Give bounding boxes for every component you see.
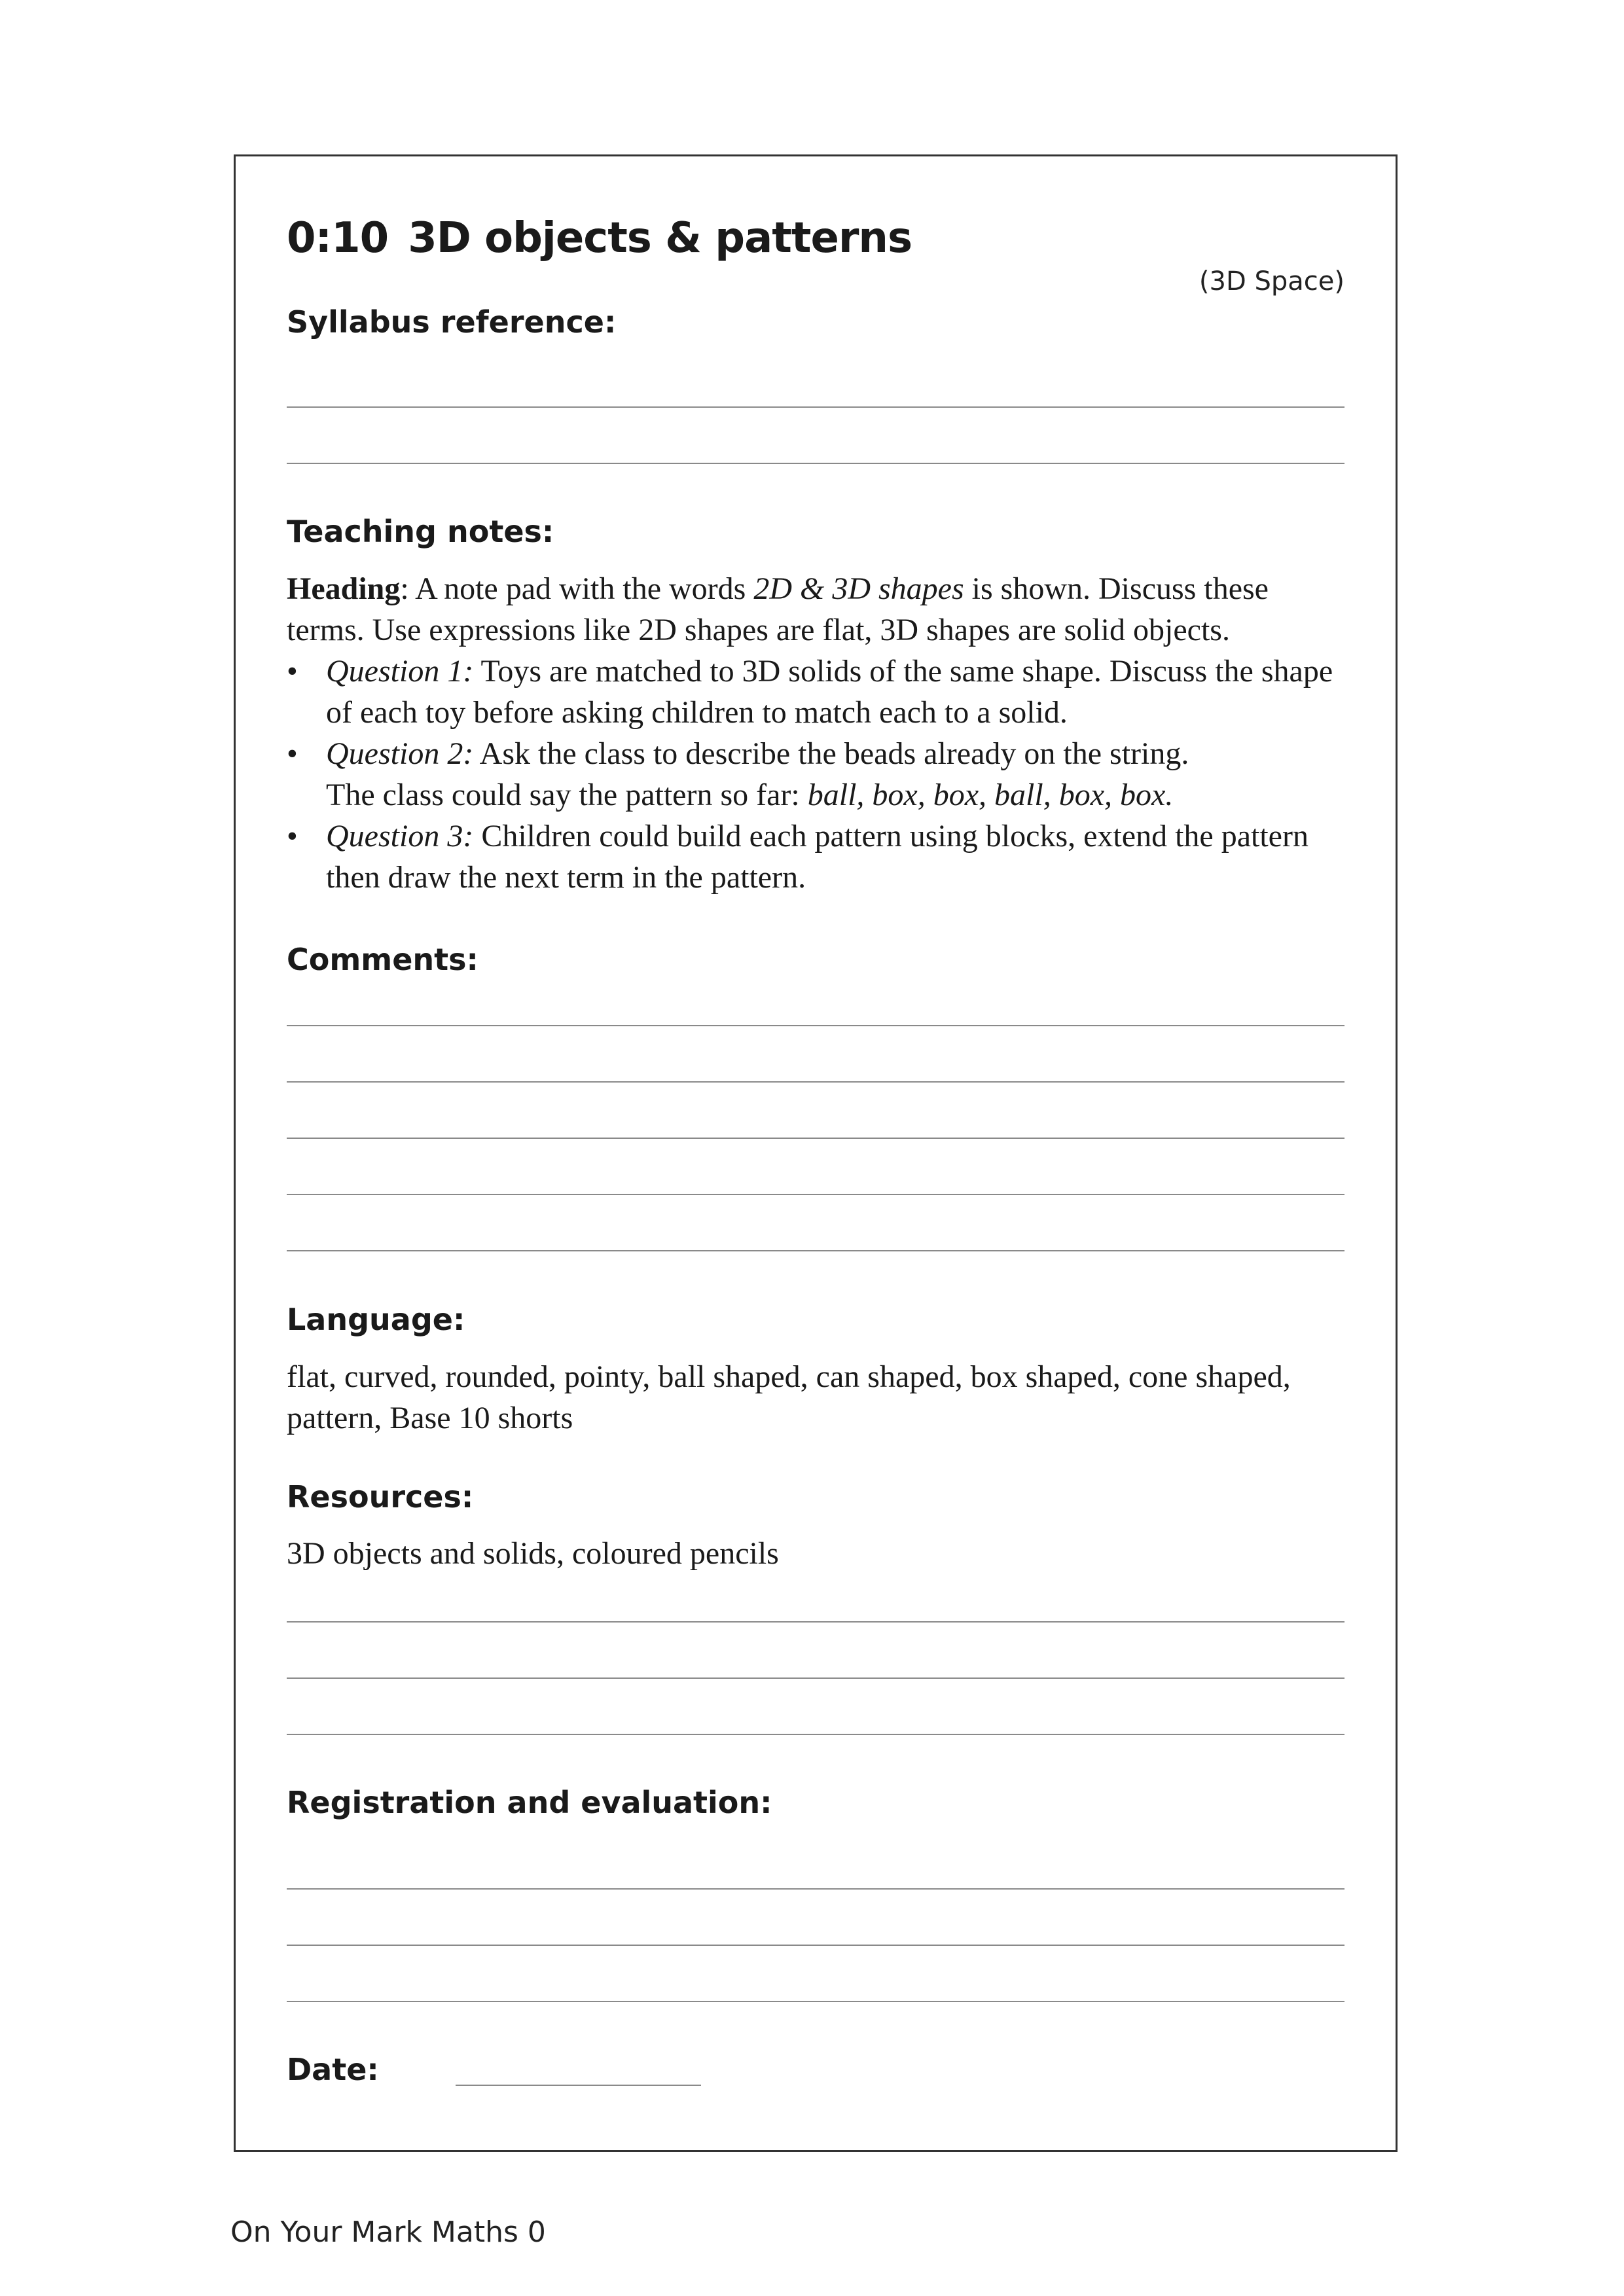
syllabus-heading: Syllabus reference:: [287, 304, 617, 340]
comments-line-1[interactable]: [287, 1025, 1344, 1026]
heading-note-emphasis: 2D & 3D shapes: [753, 571, 964, 606]
question-2-label: Question 2:: [326, 736, 474, 771]
lesson-code: 0:10: [287, 214, 389, 262]
language-heading: Language:: [287, 1302, 465, 1337]
syllabus-line-1[interactable]: [287, 406, 1344, 408]
heading-note-text-a: : A note pad with the words: [400, 571, 754, 606]
lesson-title: 3D objects & patterns: [408, 214, 912, 262]
comments-line-3[interactable]: [287, 1138, 1344, 1139]
resources-text: 3D objects and solids, coloured pencils: [287, 1536, 779, 1571]
question-2-note: [287, 733, 1344, 816]
resources-line-2[interactable]: [287, 1677, 1344, 1679]
language-text: flat, curved, rounded, pointy, ball shaped, can shaped, box shaped, cone shaped, pattern, Base 10 shorts: [287, 1359, 1291, 1435]
question-1-note: [287, 651, 1344, 733]
date-heading: Date:: [287, 2052, 379, 2087]
strand-label: (3D Space): [1199, 266, 1344, 296]
question-3-note: [287, 816, 1344, 898]
syllabus-line-2[interactable]: [287, 463, 1344, 464]
comments-line-4[interactable]: [287, 1194, 1344, 1195]
registration-line-3[interactable]: [287, 2001, 1344, 2002]
comments-heading: Comments:: [287, 942, 478, 977]
question-2-text: Ask the class to describe the beads already on the string.: [473, 736, 1189, 771]
resources-line-3[interactable]: [287, 1734, 1344, 1735]
question-2-pattern: ball, box, box, ball, box, box.: [807, 778, 1174, 812]
page-title: [287, 214, 912, 262]
question-2-text-2: The class could say the pattern so far:: [326, 778, 808, 812]
comments-line-2[interactable]: [287, 1081, 1344, 1083]
registration-heading: Registration and evaluation:: [287, 1785, 772, 1820]
heading-note-text-b: is shown. Discuss these terms. Use expressions like 2D shapes are flat, 3D shapes are solid objects.: [287, 571, 1269, 647]
question-3-label: Question 3:: [326, 819, 474, 853]
resources-heading: Resources:: [287, 1479, 474, 1515]
teaching-notes-heading: Teaching notes:: [287, 514, 554, 549]
question-1-text: Toys are matched to 3D solids of the same shape. Discuss the shape of each toy before asking children to match each to a solid.: [326, 654, 1333, 730]
worksheet-frame: [234, 154, 1398, 2152]
question-3-text: Children could build each pattern using blocks, extend the pattern then draw the next term in the pattern.: [326, 819, 1308, 895]
registration-line-2[interactable]: [287, 1945, 1344, 1946]
question-1-label: Question 1:: [326, 654, 474, 689]
heading-note-label: Heading: [287, 571, 401, 606]
comments-line-5[interactable]: [287, 1250, 1344, 1251]
heading-note: [287, 568, 1344, 651]
date-line[interactable]: [456, 2085, 701, 2086]
teaching-notes-body: [287, 568, 1344, 898]
resources-line-1[interactable]: [287, 1621, 1344, 1623]
footer-text: On Your Mark Maths 0: [230, 2215, 546, 2249]
registration-line-1[interactable]: [287, 1888, 1344, 1890]
question-notes-list: [287, 651, 1344, 898]
